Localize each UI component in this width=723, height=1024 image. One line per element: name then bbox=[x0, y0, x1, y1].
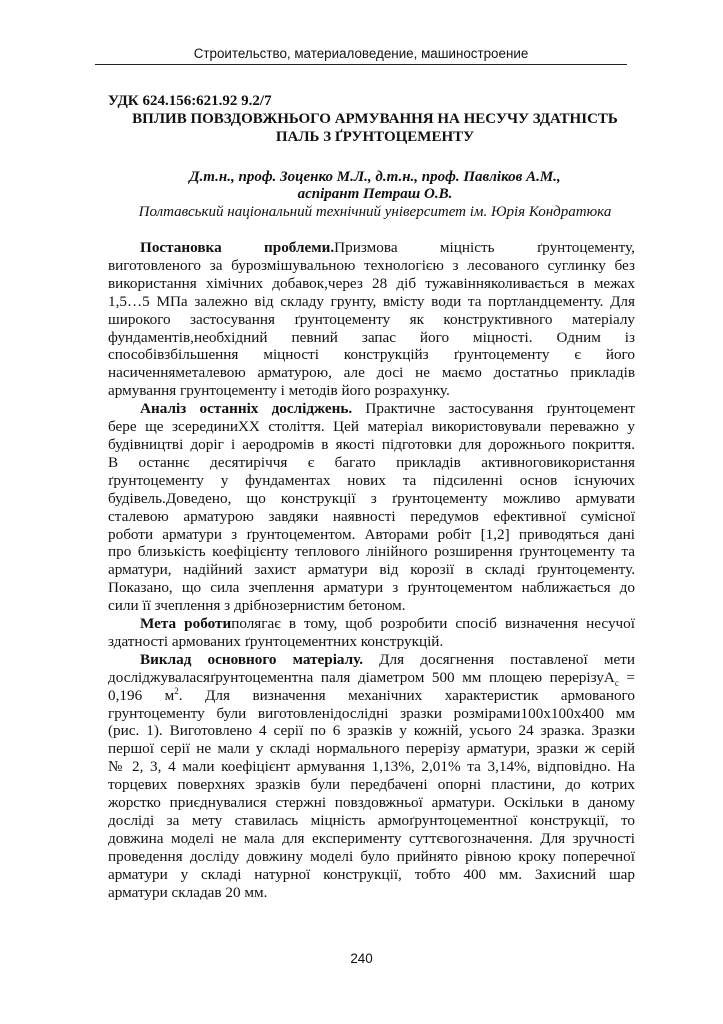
text-line bbox=[108, 275, 635, 293]
script-text: 2 bbox=[174, 685, 179, 696]
line-text: ґрунтоцементу у фундаментах нових та підсиленні основ існуючих bbox=[108, 471, 635, 489]
title-line: ВПЛИВ ПОВЗДОВЖНЬОГО АРМУВАННЯ НА НЕСУЧУ ЗДАТНІСТЬ bbox=[132, 111, 618, 127]
text-line bbox=[108, 472, 635, 490]
line-text: проведення досліду довжину моделі було прийнято рівною кроку поперечної bbox=[108, 847, 635, 865]
text-line bbox=[108, 543, 635, 561]
line-text: . Для визначення механічних характеристик армованого bbox=[178, 686, 635, 704]
section-lead: Аналіз останніх досліджень. bbox=[140, 400, 353, 418]
text-line bbox=[108, 633, 635, 651]
affiliation: Полтавський національний технічний університет ім. Юрія Кондратюка bbox=[138, 204, 612, 220]
line-text: виготовленого за бурозмішувальною технологією з лесованого суглинку без bbox=[108, 256, 635, 274]
line-text: (рис. 1). Виготовлено 4 серії по 6 зразків у кожній, усього 24 зразка. Зразки bbox=[108, 722, 635, 740]
text-line bbox=[108, 687, 635, 705]
text-line bbox=[108, 382, 635, 400]
udk-code: УДК 624.156:621.92 9.2/7 bbox=[108, 93, 272, 109]
text-line bbox=[108, 812, 635, 830]
text-line bbox=[108, 257, 635, 275]
text-line bbox=[108, 418, 635, 436]
line-text: довжина моделі не мала для експерименту суттєвогозначення. Для зручності bbox=[108, 829, 635, 847]
script-text: c bbox=[614, 677, 619, 688]
text-line bbox=[108, 329, 635, 347]
authors bbox=[95, 169, 655, 204]
line-text: роботи арматури з ґрунтоцементом. Авторами робіт [1,2] приводяться дані bbox=[108, 525, 635, 543]
text-line bbox=[108, 293, 635, 311]
author-line: Д.т.н., проф. Зоценко М.Л., д.т.н., проф. Павліков А.М., bbox=[189, 169, 561, 185]
text-line bbox=[108, 705, 635, 723]
text-line bbox=[108, 239, 635, 257]
paragraph bbox=[108, 239, 635, 400]
section-lead: Постановка проблеми. bbox=[140, 239, 335, 256]
text-line bbox=[108, 722, 635, 740]
paragraph bbox=[108, 615, 635, 651]
text-line bbox=[108, 490, 635, 508]
text-line bbox=[108, 346, 635, 364]
line-text: арматури складав 20 мм. bbox=[108, 883, 268, 901]
article-body bbox=[108, 239, 635, 902]
text-line bbox=[108, 597, 635, 615]
line-text: 0,196 м bbox=[108, 686, 175, 704]
line-text: армування грунтоцементу і методів його розрахунку. bbox=[108, 382, 450, 400]
line-text: Для досягнення поставленої мети bbox=[363, 650, 635, 668]
title-line: ПАЛЬ З ҐРУНТОЦЕМЕНТУ bbox=[275, 128, 475, 145]
line-text: будівництві доріг і аеродромів в якості підготовки для дорожнього покриття. bbox=[108, 435, 635, 453]
page-number: 240 bbox=[350, 951, 373, 966]
text-line bbox=[108, 579, 635, 597]
section-lead: Виклад основного матеріалу. bbox=[140, 650, 364, 668]
line-text: досліді за мету ставилась міцність армоґрунтоцементної конструкції, то bbox=[108, 812, 635, 829]
line-text: = bbox=[618, 668, 635, 686]
text-line bbox=[108, 651, 635, 669]
text-line bbox=[108, 311, 635, 329]
text-line bbox=[108, 794, 635, 812]
line-text: Практичне застосування ґрунтоцемент bbox=[352, 400, 635, 418]
running-header: Строительство, материаловедение, машиностроение bbox=[95, 46, 627, 65]
text-line bbox=[108, 400, 635, 418]
line-text: сталевою арматурою завдяки наявності передумов ефективної сумісної bbox=[108, 507, 635, 525]
line-text: В останнє десятиріччя є багато прикладів активноговикористання bbox=[108, 453, 635, 471]
line-text: першої серії не мали у складі нормального перерізу арматури, зразки ж серій bbox=[108, 740, 635, 758]
paragraph bbox=[108, 651, 635, 902]
line-text: будівель.Доведено, що конструкції з ґрунтоцементу можливо армувати bbox=[108, 489, 635, 507]
line-text: насиченняметалевою арматурою, але досі не маємо достатньо прикладів bbox=[108, 364, 635, 382]
line-text: досліджуваласяґрунтоцементна паля діаметром 500 мм площею перерізуA bbox=[108, 668, 615, 686]
line-text: № 2, 3, 4 мали коефіцієнт армування 1,13%, 2,01% та 3,14%, відповідно. На bbox=[108, 758, 635, 776]
text-line bbox=[108, 454, 635, 472]
text-line bbox=[108, 848, 635, 866]
text-line bbox=[108, 436, 635, 454]
text-line bbox=[108, 830, 635, 848]
text-line bbox=[108, 884, 635, 902]
line-text: арматури, надійний захист арматури від корозії в складі ґрунтоцементу. bbox=[108, 561, 635, 579]
paragraph bbox=[108, 400, 635, 615]
text-line bbox=[108, 758, 635, 776]
line-text: здатності армованих ґрунтоцементних конструкцій. bbox=[108, 632, 444, 650]
line-text: полягає в тому, щоб розробити спосіб визначення несучої bbox=[231, 615, 635, 633]
section-lead: Мета роботи bbox=[140, 615, 232, 633]
line-text: 1,5…5 МПа залежно від складу грунту, вмісту води та портландцементу. Для bbox=[108, 292, 635, 310]
line-text: жорстко приєднувалися стержні повздовжньої арматури. Оскільки в даному bbox=[108, 794, 635, 812]
text-line bbox=[108, 740, 635, 758]
line-text: фундаментів,необхідний певний запас його міцності. Одним із bbox=[108, 328, 635, 346]
article-title bbox=[95, 111, 655, 146]
line-text: арматури у складі натурної конструкції, тобто 400 мм. Захисний шар bbox=[108, 865, 635, 883]
text-line bbox=[108, 508, 635, 526]
line-text: сили її зчеплення з дрібнозернистим бетоном. bbox=[108, 597, 406, 615]
line-text: торцевих поверхнях зразків були передбачені опорні пластини, до котрих bbox=[108, 776, 635, 794]
text-line bbox=[108, 561, 635, 579]
line-text: Показано, що сила зчеплення арматури з ґрунтоцементом наближається до bbox=[108, 579, 635, 597]
text-line bbox=[108, 364, 635, 382]
text-line bbox=[108, 615, 635, 633]
text-line bbox=[108, 776, 635, 794]
line-text: бере ще зсерединиXX століття. Цей матеріал використовували переважно у bbox=[108, 418, 635, 436]
text-line bbox=[108, 866, 635, 884]
line-text: способівзбільшення міцності конструкційз ґрунтоцементу є його bbox=[108, 346, 635, 364]
line-text: широкого застосування ґрунтоцементу як конструктивного матеріалу bbox=[108, 310, 635, 328]
line-text: грунтоцементу були виготовленідослідні зразки розмірами100х100х400 мм bbox=[108, 704, 635, 722]
text-line bbox=[108, 526, 635, 544]
line-text: Призмова міцність ґрунтоцементу, bbox=[334, 239, 635, 256]
text-line bbox=[108, 669, 635, 687]
line-text: використання хімічних добавок,через 28 діб тужавінняколивається в межах bbox=[108, 274, 635, 292]
line-text: про близькість коефіцієнту теплового лінійного розширення ґрунтоцементу та bbox=[108, 543, 635, 561]
author-line: аспірант Петраш О.В. bbox=[297, 186, 453, 203]
